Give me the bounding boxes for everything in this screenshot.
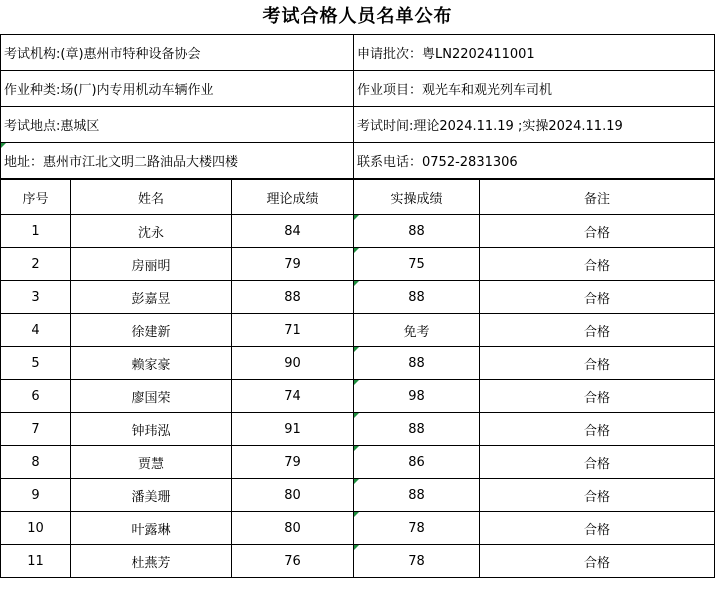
name-cell[interactable]: 杜燕芳 [71,545,232,578]
remark-cell[interactable]: 合格 [480,380,715,413]
theory-score-cell[interactable]: 79 [232,446,354,479]
practical-score-cell[interactable]: 88 [354,479,480,512]
practical-score-cell[interactable]: 78 [354,545,480,578]
table-row [1,314,715,347]
name-cell[interactable]: 廖国荣 [71,380,232,413]
results-table [0,179,715,578]
table-row [1,545,715,578]
table-row [1,413,715,446]
row-number-cell[interactable]: 11 [1,545,71,578]
remark-cell[interactable]: 合格 [480,545,715,578]
name-cell[interactable]: 钟玮泓 [71,413,232,446]
header-row [1,180,715,215]
row-number-cell[interactable]: 1 [1,215,71,248]
row-number-cell[interactable]: 4 [1,314,71,347]
row-number-cell[interactable]: 7 [1,413,71,446]
theory-score-cell[interactable]: 76 [232,545,354,578]
name-cell[interactable]: 徐建新 [71,314,232,347]
name-cell[interactable]: 赖家豪 [71,347,232,380]
exam-org-cell[interactable]: 考试机构:(章)惠州市特种设备协会 [1,35,354,71]
theory-score-cell[interactable]: 84 [232,215,354,248]
theory-score-cell[interactable]: 80 [232,479,354,512]
theory-score-cell[interactable]: 79 [232,248,354,281]
theory-score-cell[interactable]: 71 [232,314,354,347]
row-number-cell[interactable]: 10 [1,512,71,545]
time-cell[interactable]: 考试时间:理论2024.11.19 ;实操2024.11.19 [354,107,715,143]
theory-score-cell[interactable]: 91 [232,413,354,446]
practical-score-cell[interactable]: 86 [354,446,480,479]
table-row [1,248,715,281]
row-number-cell[interactable]: 5 [1,347,71,380]
category-cell[interactable]: 作业种类:场(厂)内专用机动车辆作业 [1,71,354,107]
address-cell[interactable]: 地址：惠州市江北文明二路油品大楼四楼 [1,143,354,179]
theory-score-cell[interactable]: 80 [232,512,354,545]
remark-cell[interactable]: 合格 [480,512,715,545]
header-cell[interactable]: 姓名 [71,180,232,215]
info-table [0,34,715,179]
practical-score-cell[interactable]: 88 [354,281,480,314]
practical-score-cell[interactable]: 免考 [354,314,480,347]
row-number-cell[interactable]: 6 [1,380,71,413]
table-row [1,512,715,545]
remark-cell[interactable]: 合格 [480,215,715,248]
remark-cell[interactable]: 合格 [480,479,715,512]
header-cell[interactable]: 实操成绩 [354,180,480,215]
theory-score-cell[interactable]: 90 [232,347,354,380]
name-cell[interactable]: 贾慧 [71,446,232,479]
theory-score-cell[interactable]: 88 [232,281,354,314]
header-cell[interactable]: 序号 [1,180,71,215]
table-row [1,446,715,479]
name-cell[interactable]: 沈永 [71,215,232,248]
row-number-cell[interactable]: 8 [1,446,71,479]
phone-cell[interactable]: 联系电话：0752-2831306 [354,143,715,179]
table-row [1,281,715,314]
table-row [1,380,715,413]
table-row [1,479,715,512]
practical-score-cell[interactable]: 88 [354,413,480,446]
name-cell[interactable]: 潘美珊 [71,479,232,512]
practical-score-cell[interactable]: 88 [354,215,480,248]
remark-cell[interactable]: 合格 [480,248,715,281]
page-title: 考试合格人员名单公布 [262,6,453,27]
item-cell[interactable]: 作业项目：观光车和观光列车司机 [354,71,715,107]
name-cell[interactable]: 叶露琳 [71,512,232,545]
practical-score-cell[interactable]: 98 [354,380,480,413]
location-cell[interactable]: 考试地点:惠城区 [1,107,354,143]
remark-cell[interactable]: 合格 [480,347,715,380]
practical-score-cell[interactable]: 78 [354,512,480,545]
name-cell[interactable]: 房丽明 [71,248,232,281]
row-number-cell[interactable]: 3 [1,281,71,314]
name-cell[interactable]: 彭嘉昱 [71,281,232,314]
table-row [1,347,715,380]
table-row [1,215,715,248]
header-cell[interactable]: 备注 [480,180,715,215]
header-cell[interactable]: 理论成绩 [232,180,354,215]
remark-cell[interactable]: 合格 [480,314,715,347]
row-number-cell[interactable]: 2 [1,248,71,281]
remark-cell[interactable]: 合格 [480,413,715,446]
practical-score-cell[interactable]: 75 [354,248,480,281]
theory-score-cell[interactable]: 74 [232,380,354,413]
practical-score-cell[interactable]: 88 [354,347,480,380]
row-number-cell[interactable]: 9 [1,479,71,512]
remark-cell[interactable]: 合格 [480,446,715,479]
remark-cell[interactable]: 合格 [480,281,715,314]
batch-cell[interactable]: 申请批次：粤LN2202411001 [354,35,715,71]
